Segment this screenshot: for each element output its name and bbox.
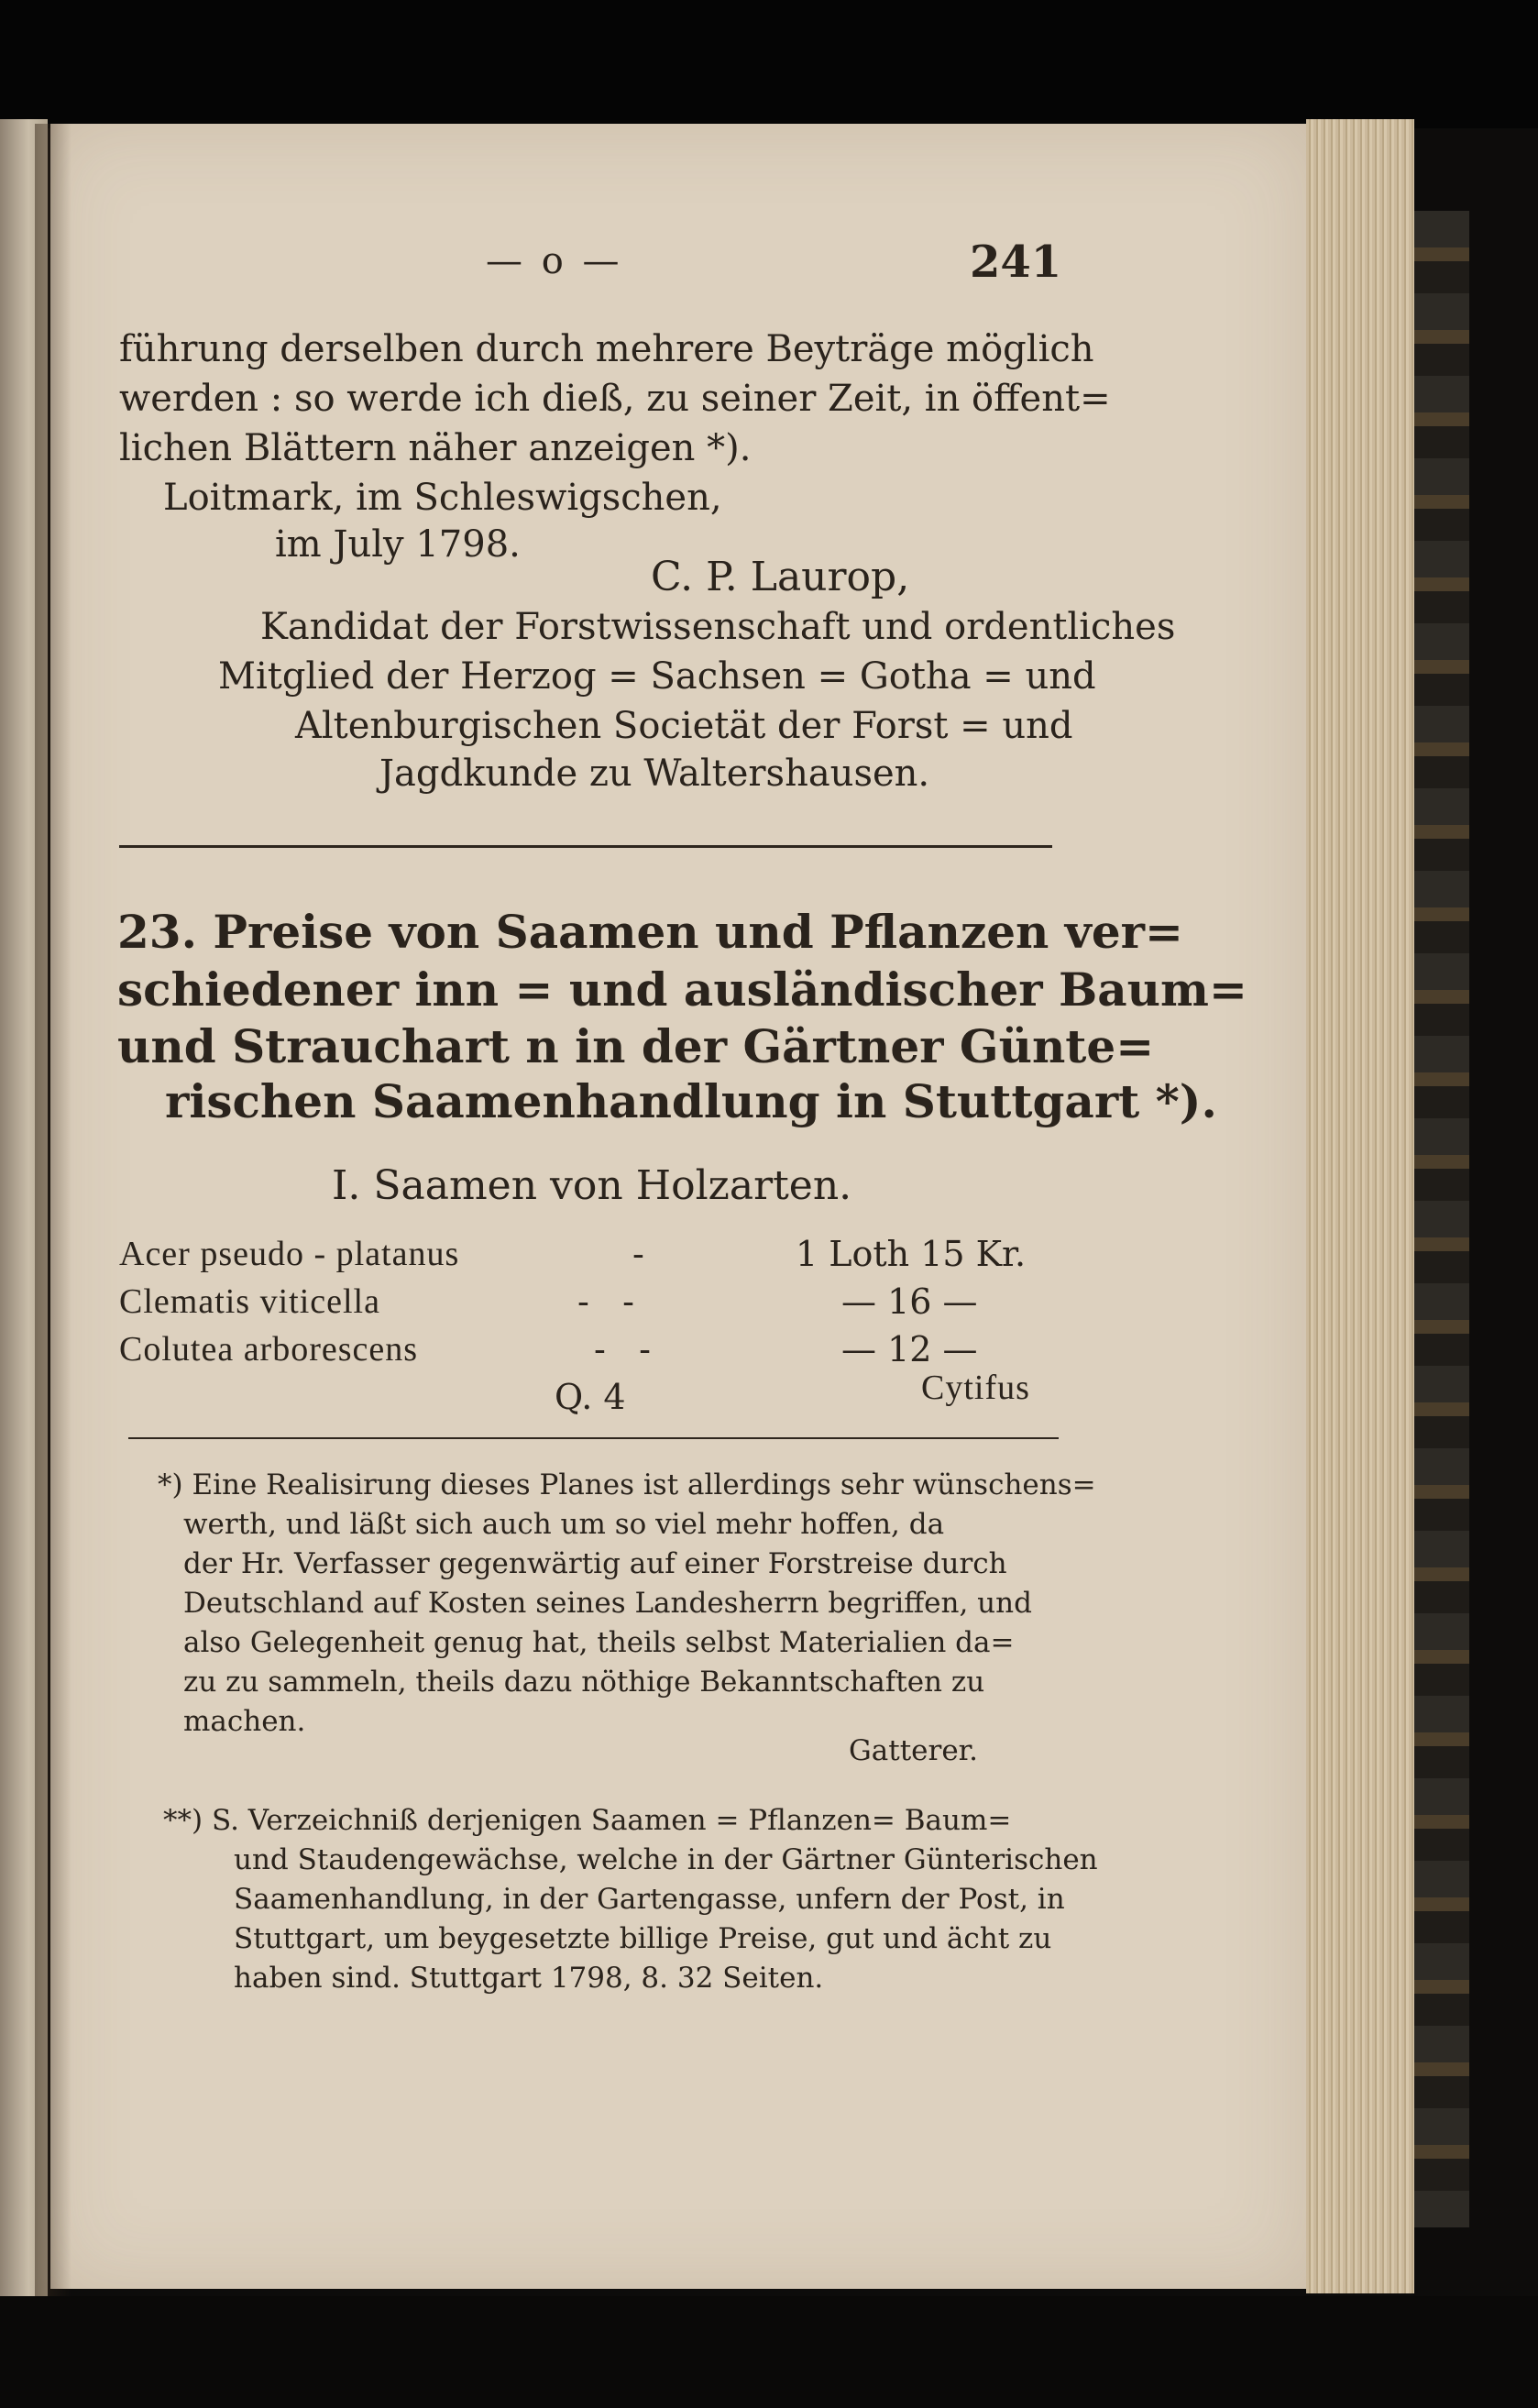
item-dashes: - - — [594, 1329, 651, 1369]
footnote-line: Deutschland auf Kosten seines Landesherrn begriffen, und — [183, 1587, 1032, 1620]
page-number: 241 — [970, 236, 1062, 288]
section-heading-line: schiedener inn = und ausländischer Baum= — [117, 962, 1247, 1017]
author-title-line: Kandidat der Forstwissenschaft und ordentliches — [260, 606, 1176, 648]
subheading: I. Saamen von Holzarten. — [332, 1162, 852, 1209]
footnote-line: also Gelegenheit genug hat, theils selbst Materialien da= — [183, 1626, 1015, 1659]
section-heading-line: rischen Saamenhandlung in Stuttgart *). — [165, 1074, 1217, 1128]
page-stack-edge — [1306, 119, 1414, 2293]
letter-line: lichen Blättern näher anzeigen *). — [119, 427, 752, 469]
signature-mark: Q. 4 — [555, 1377, 626, 1417]
background-bottom — [0, 2296, 1538, 2408]
item-dashes: - — [632, 1234, 644, 1274]
section-rule — [119, 845, 1052, 848]
item-price: 1 Loth 15 Kr. — [796, 1234, 1027, 1274]
letter-date: im July 1798. — [275, 523, 521, 566]
gutter-shadow — [35, 124, 71, 2324]
author-title-line: Altenburgischen Societät der Forst = und — [295, 705, 1073, 747]
author-title-line: Jagdkunde zu Waltershausen. — [379, 753, 930, 795]
footnote-line: und Staudengewächse, welche in der Gärtner Günterischen — [234, 1843, 1098, 1876]
footnote-line: der Hr. Verfasser gegenwärtig auf einer Forstreise durch — [183, 1547, 1007, 1580]
background-top — [0, 0, 1538, 128]
item-name: Acer pseudo - platanus — [119, 1235, 460, 1273]
catchword: Cytifus — [921, 1369, 1030, 1407]
footnote-line: Saamenhandlung, in der Gartengasse, unfern der Post, in — [234, 1883, 1065, 1916]
section-heading-line: und Strauchart n in der Gärtner Günte= — [117, 1019, 1155, 1073]
letter-line: führung derselben durch mehrere Beyträge möglich — [119, 328, 1094, 370]
item-name: Colutea arborescens — [119, 1330, 419, 1369]
item-name: Clematis viticella — [119, 1282, 380, 1321]
footnote-signature: Gatterer. — [849, 1734, 978, 1767]
book-cover-edge — [1414, 211, 1469, 2227]
running-head: — o — — [486, 240, 623, 282]
footnote-line: zu zu sammeln, theils dazu nöthige Bekanntschaften zu — [183, 1666, 985, 1699]
footnote-rule — [128, 1437, 1059, 1439]
footnote-line: *) Eine Realisirung dieses Planes ist allerdings sehr wünschens= — [158, 1468, 1096, 1501]
author-title-line: Mitglied der Herzog = Sachsen = Gotha = und — [218, 655, 1096, 698]
item-dashes: - - — [577, 1281, 634, 1322]
footnote-line: Stuttgart, um beygesetzte billige Preise, gut und ächt zu — [234, 1922, 1052, 1955]
letter-place: Loitmark, im Schleswigschen, — [163, 477, 722, 519]
item-price: — 16 — — [841, 1281, 978, 1322]
footnote-line: haben sind. Stuttgart 1798, 8. 32 Seiten. — [234, 1962, 824, 1995]
author-signature: C. P. Laurop, — [651, 554, 910, 600]
footnote-line: werth, und läßt sich auch um so viel mehr hoffen, da — [183, 1508, 945, 1541]
item-price: — 12 — — [841, 1329, 978, 1369]
footnote-line: **) S. Verzeichniß derjenigen Saamen = Pflanzen= Baum= — [163, 1804, 1012, 1837]
section-heading-line: 23. Preise von Saamen und Pflanzen ver= — [117, 905, 1183, 959]
letter-line: werden : so werde ich dieß, zu seiner Zeit, in öffent= — [119, 378, 1111, 420]
footnote-line: machen. — [183, 1705, 306, 1738]
